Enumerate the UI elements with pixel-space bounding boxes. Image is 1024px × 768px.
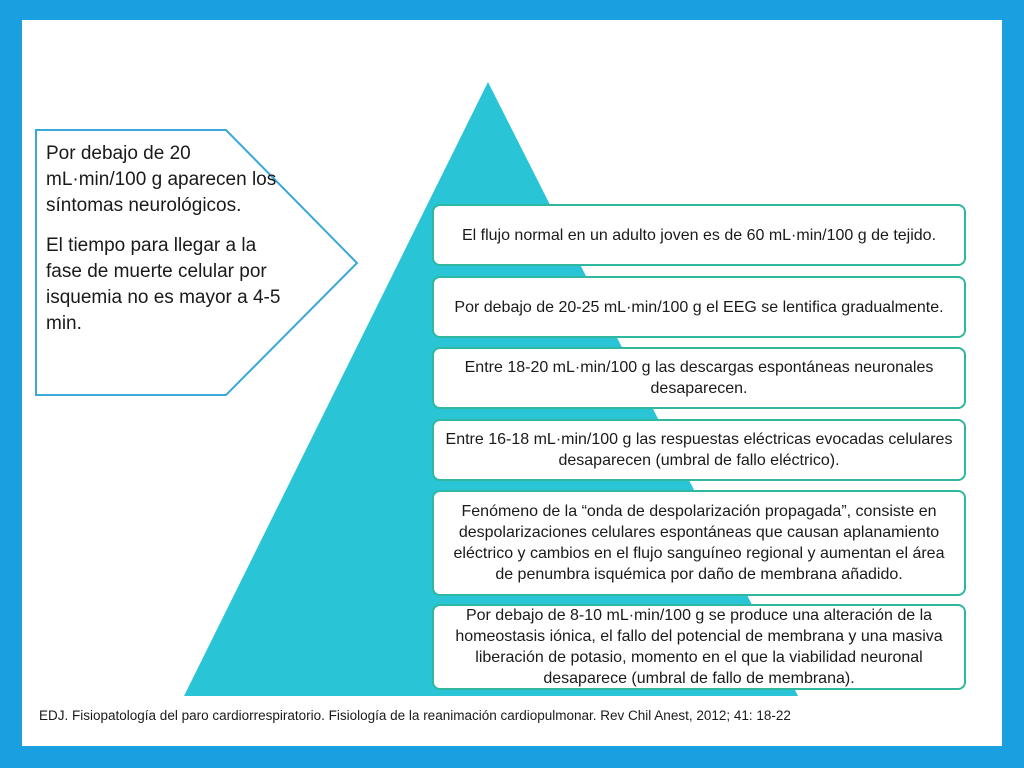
level-box-2: Por debajo de 20-25 mL·min/100 g el EEG se lentifica gradualmente.: [432, 276, 966, 338]
level-box-6: Por debajo de 8-10 mL·min/100 g se produce una alteración de la homeostasis iónica, el fallo del potencial de membrana y una masiva liberación de potasio, momento en el que la viabilidad neuronal desaparece (umbral de fallo de membrana).: [432, 604, 966, 690]
callout-text: [46, 141, 286, 337]
level-box-5: Fenómeno de la “onda de despolarización propagada”, consiste en despolarizaciones celulares espontáneas que causan aplanamiento eléctrico y cambios en el flujo sanguíneo regional y aumentan el área de penumbra isquémica por daño de membrana añadido.: [432, 490, 966, 596]
callout-paragraph-2: El tiempo para llegar a la fase de muerte celular por isquemia no es mayor a 4-5 min.: [46, 235, 281, 334]
citation: EDJ. Fisiopatología del paro cardiorrespiratorio. Fisiología de la reanimación cardiopulmonar. Rev Chil Anest, 2012; 41: 18-22: [39, 708, 791, 723]
callout-paragraph-1: Por debajo de 20 mL·min/100 g aparecen los síntomas neurológicos.: [46, 143, 277, 216]
slide: [22, 20, 1002, 746]
level-box-1: El flujo normal en un adulto joven es de 60 mL·min/100 g de tejido.: [432, 204, 966, 266]
level-box-3: Entre 18-20 mL·min/100 g las descargas espontáneas neuronales desaparecen.: [432, 347, 966, 409]
level-box-4: Entre 16-18 mL·min/100 g las respuestas eléctricas evocadas celulares desaparecen (umbral de fallo eléctrico).: [432, 419, 966, 481]
